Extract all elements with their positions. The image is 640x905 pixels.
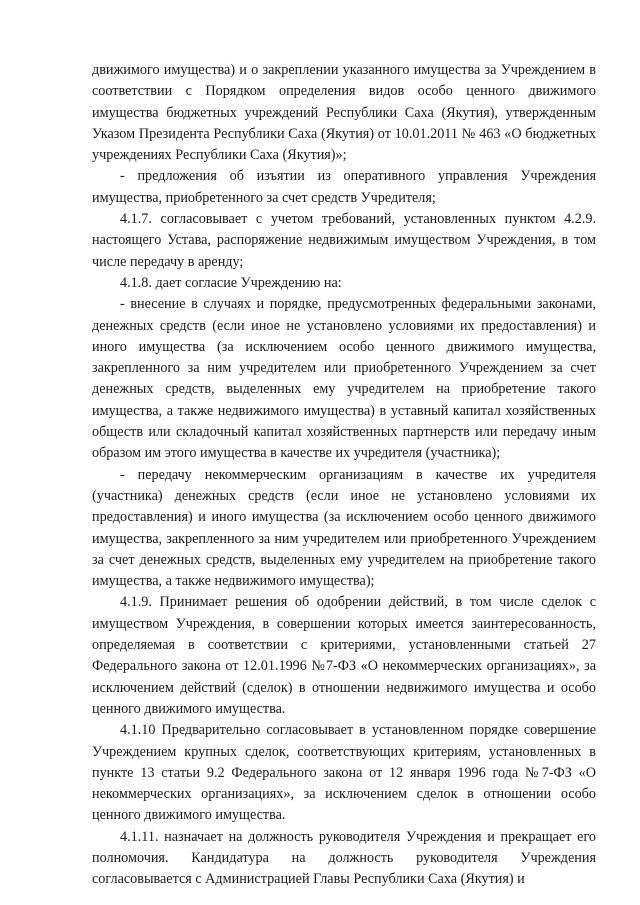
document-body — [92, 60, 596, 891]
paragraph-4-1-11: 4.1.11. назначает на должность руководителя Учреждения и прекращает его полномочия. Кандидатура на должность руководителя Учреждения согласовывается с Администрацией Главы Республики Саха (Якутия) и — [92, 828, 596, 888]
paragraph-4-1-10: 4.1.10 Предварительно согласовывает в установленном порядке совершение Учреждением крупных сделок, соответствующих критериям, установленных в пункте 13 статьи 9.2 Федерального закона от 12 января 1996 года №7-ФЗ «О некоммерческих организациях», за исключением сделок в отношении особо ценного движимого имущества. — [92, 722, 596, 824]
paragraph-item-transfer: - передачу некоммерческим организациям в качестве их учредителя (участника) денежных средств (если иное не установлено условиями их предоставления) и иного имущества (за исключением особо ценного движимого имущества, закрепленного за ним учредителем или приобретенного Учреждением за счет денежных средств, выделенных ему учредителем на приобретение такого имущества, а также недвижимого имущества); — [92, 466, 596, 590]
paragraph-item-contribution: - внесение в случаях и порядке, предусмотренных федеральными законами, денежных средств (если иное не установлено условиями их предоставления) и иного имущества (за исключением особо ценного движимого имущества, закрепленного за ним учредителем или приобретенного Учреждением за счет денежных средств, выделенных ему учредителем на приобретение такого имущества, а также недвижимого имущества) в уставный капитал хозяйственных обществ или складочный капитал хозяйственных партнерств или передачу иным образом им этого имущества в качестве их учредителя (участника); — [92, 296, 596, 462]
paragraph-4-1-7: 4.1.7. согласовывает с учетом требований, установленных пунктом 4.2.9. настоящего Устава, распоряжение недвижимым имуществом Учреждения, в том числе передачу в аренду; — [92, 211, 596, 270]
paragraph-continuation: движимого имущества) и о закреплении указанного имущества за Учреждением в соответствии с Порядком определения видов особо ценного движимого имущества бюджетных учреждений Республики Саха (Якутия), утвержденным Указом Президента Республики Саха (Якутия) от 10.01.2011 № 463 «О бюджетных учреждениях Республики Саха (Якутия)»; — [92, 62, 596, 164]
paragraph-4-1-9: 4.1.9. Принимает решения об одобрении действий, в том числе сделок с имуществом Учреждения, в совершении которых имеется заинтересованность, определяемая в соответствии с критериями, установленными статьей 27 Федерального закона от 12.01.1996 №7-ФЗ «О некоммерческих организациях», за исключением действий (сделок) в отношении недвижимого имущества и особо ценного движимого имущества. — [92, 594, 596, 717]
paragraph-item-withdrawal: - предложения об изъятии из оперативного управления Учреждения имущества, приобретенного за счет средств Учредителя; — [92, 168, 596, 206]
paragraph-4-1-8: 4.1.8. дает согласие Учреждению на: — [120, 274, 342, 291]
